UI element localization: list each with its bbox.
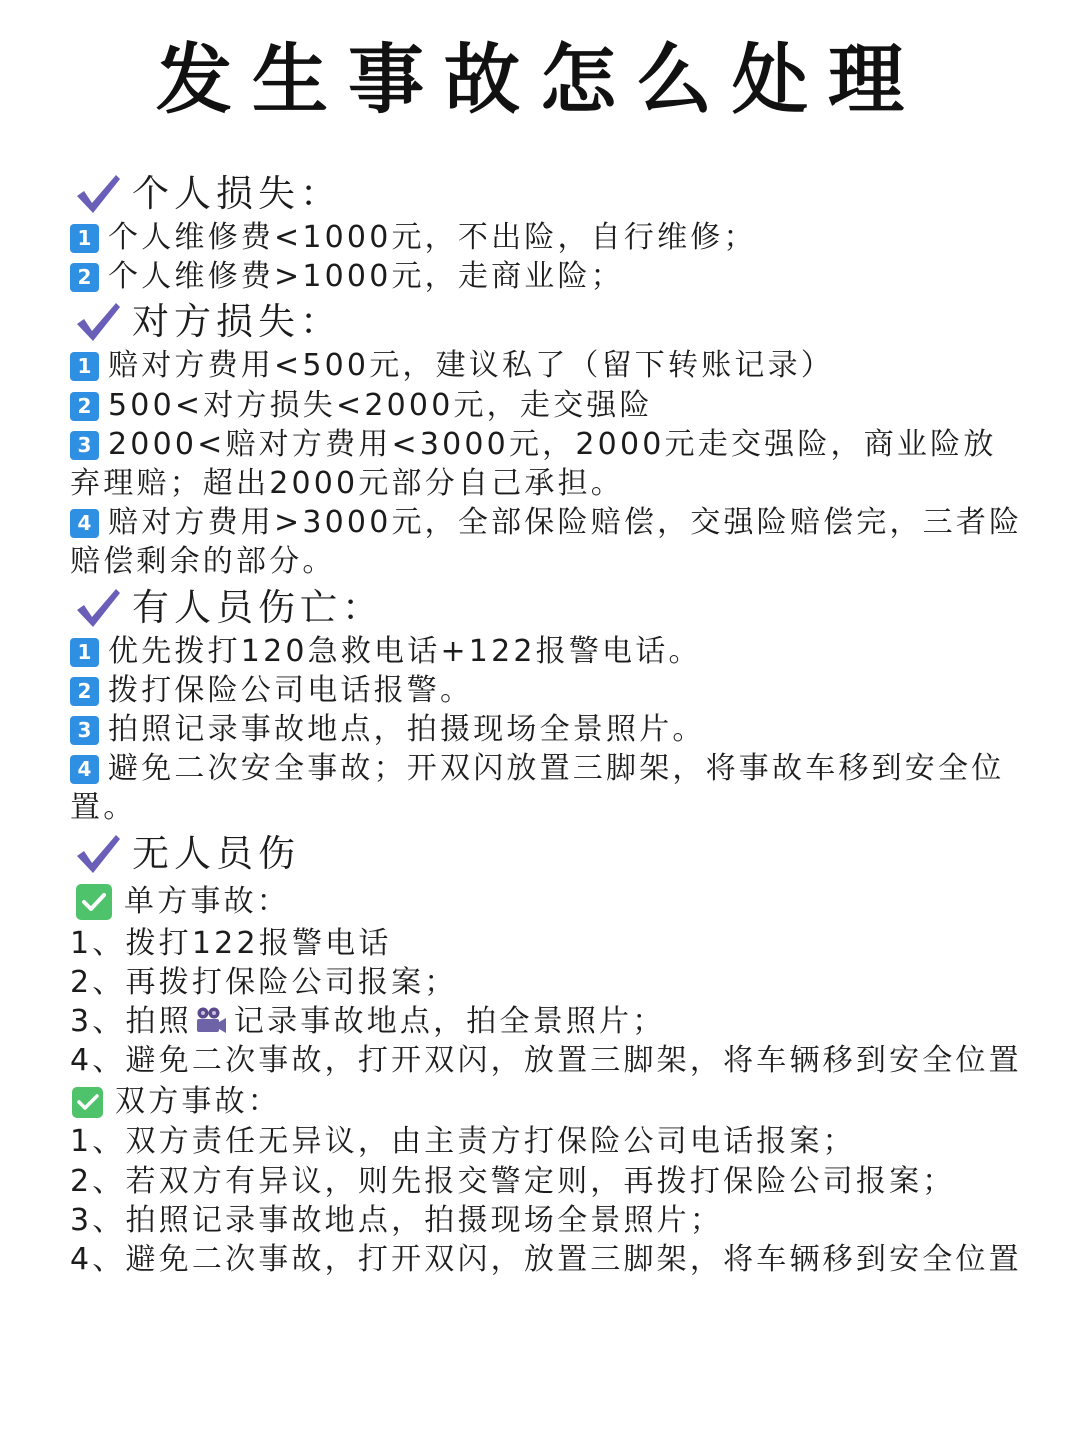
movie-camera-icon xyxy=(194,1006,228,1034)
list-item-text: 2000<赔对方费用<3000元，2000元走交强险，商业险放弃理赔；超出2000元部分自己承担。 xyxy=(70,426,997,502)
number-badge-icon: 3 xyxy=(70,716,99,745)
list-item-text: 拍照记录事故地点，拍摄现场全景照片。 xyxy=(108,712,706,748)
sub-heading-text: 双方事故： xyxy=(115,1084,281,1120)
list-item: 3、拍照记录事故地点，拍摄现场全景照片； xyxy=(70,1202,724,1238)
list-item-text: 避免二次安全事故；开双闪放置三脚架，将事故车移到安全位置。 xyxy=(70,751,1005,826)
number-badge-icon: 3 xyxy=(70,431,99,460)
list-item-text: 500<对方损失<2000元，走交强险 xyxy=(108,387,653,423)
list-item xyxy=(70,386,1030,425)
green-check-box-icon xyxy=(76,884,112,920)
list-item: 2、若双方有异议，则先报交警定则，再拨打保险公司报案； xyxy=(70,1163,956,1199)
sub-heading-double-accident xyxy=(70,1082,1030,1122)
list-item-text: 个人维修费>1000元，走商业险； xyxy=(108,259,624,295)
check-mark-icon xyxy=(74,832,122,876)
section-heading-casualties xyxy=(70,584,1030,632)
green-check-box-icon xyxy=(72,1087,103,1118)
list-item xyxy=(70,503,1025,581)
section-heading-no-casualties xyxy=(70,830,1030,878)
number-badge-icon: 1 xyxy=(70,224,99,253)
content xyxy=(70,168,1030,1279)
list-item xyxy=(70,1002,1030,1041)
number-badge-icon: 4 xyxy=(70,755,99,784)
list-item: 4、避免二次事故，打开双闪，放置三脚架，将车辆移到安全位置 xyxy=(70,1043,1022,1079)
section-title: 无人员伤 xyxy=(132,831,300,875)
list-item xyxy=(70,346,1030,385)
list-item xyxy=(70,671,1030,710)
section-title: 有人员伤亡： xyxy=(132,585,384,629)
section-heading-other-party-loss xyxy=(70,298,1030,346)
number-badge-icon: 1 xyxy=(70,352,99,381)
list-item-text: 3、拍照 xyxy=(70,1004,192,1040)
check-mark-icon xyxy=(74,172,122,216)
list-item xyxy=(70,710,1030,749)
list-item xyxy=(70,749,1025,827)
check-mark-icon xyxy=(74,300,122,344)
list-item xyxy=(70,218,1030,257)
list-item-text: 优先拨打120急救电话+122报警电话。 xyxy=(108,633,702,669)
list-item: 4、避免二次事故，打开双闪，放置三脚架，将车辆移到安全位置 xyxy=(70,1242,1022,1278)
page-title: 发生事故怎么处理 xyxy=(156,35,924,124)
check-mark-icon xyxy=(74,586,122,630)
number-badge-icon: 2 xyxy=(70,677,99,706)
section-heading-personal-loss xyxy=(70,170,1030,218)
sub-heading-single-accident xyxy=(70,880,1030,924)
list-item-text: 拨打保险公司电话报警。 xyxy=(108,672,474,708)
list-item: 2、再拨打保险公司报案； xyxy=(70,964,458,1000)
list-item-text: 赔对方费用<500元，建议私了（留下转账记录） xyxy=(108,348,834,384)
sub-heading-text: 单方事故： xyxy=(124,883,290,919)
list-item xyxy=(70,257,1030,296)
number-badge-icon: 1 xyxy=(70,638,99,667)
list-item xyxy=(70,632,1030,671)
number-badge-icon: 2 xyxy=(70,263,99,292)
list-item: 1、拨打122报警电话 xyxy=(70,925,392,961)
section-title: 对方损失： xyxy=(132,300,342,344)
section-title: 个人损失： xyxy=(132,172,342,215)
list-item xyxy=(70,425,1025,503)
list-item-text: 记录事故地点，拍全景照片； xyxy=(233,1004,666,1040)
list-item: 1、双方责任无异议，由主责方打保险公司电话报案； xyxy=(70,1124,856,1160)
number-badge-icon: 4 xyxy=(70,509,99,538)
number-badge-icon: 2 xyxy=(70,392,99,421)
list-item-text: 个人维修费<1000元，不出险，自行维修； xyxy=(108,220,757,255)
list-item-text: 赔对方费用>3000元，全部保险赔偿，交强险赔偿完，三者险赔偿剩余的部分。 xyxy=(70,505,1023,580)
